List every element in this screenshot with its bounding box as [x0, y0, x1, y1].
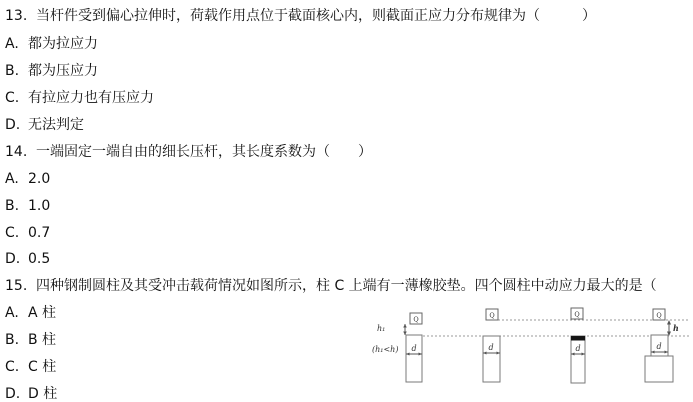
- load-q-label-c: Q: [574, 310, 580, 319]
- question-13-text: 当杆件受到偏心拉伸时，荷载作用点位于截面核心内，则截面正应力分布规律为（ ）: [36, 8, 596, 24]
- option-label: C.: [5, 359, 20, 375]
- question-13-number: 13.: [5, 8, 28, 24]
- column-d-base: [645, 356, 673, 382]
- option-text: 2.0: [28, 171, 51, 187]
- option-text: 1.0: [28, 198, 51, 214]
- column-d-group: [645, 309, 673, 382]
- option-label: A.: [5, 171, 19, 187]
- option-text: 无法判定: [28, 117, 84, 133]
- column-c-group: [571, 308, 585, 383]
- option-label: D.: [5, 251, 21, 267]
- option-text: 都为拉应力: [28, 36, 98, 52]
- h1-label: h₁: [377, 324, 386, 333]
- option-label: A.: [5, 36, 19, 52]
- load-q-label-a: Q: [413, 315, 419, 324]
- d-label-a: d: [411, 344, 417, 353]
- question-15-text: 四种钢制圆柱及其受冲击载荷情况如图所示，柱 C 上端有一薄橡胶垫。四个圆柱中动应力最大的是（: [36, 278, 657, 294]
- question-14-text: 一端固定一端自由的细长压杆，其长度系数为（ ）: [36, 144, 372, 160]
- option-label: C.: [5, 90, 20, 106]
- load-q-label-d: Q: [656, 311, 662, 320]
- column-a-group: [372, 313, 422, 382]
- d-label-c: d: [575, 344, 581, 353]
- column-a: [406, 335, 422, 382]
- load-q-label-b: Q: [489, 311, 495, 320]
- option-text: 都为压应力: [28, 63, 98, 79]
- option-text: A 柱: [28, 305, 57, 321]
- rubber-pad: [571, 336, 585, 341]
- h-dimension: [667, 320, 679, 336]
- option-label: D.: [5, 386, 21, 402]
- option-label: C.: [5, 225, 20, 241]
- d-label-b: d: [488, 343, 494, 352]
- option-text: 0.5: [28, 251, 51, 267]
- option-text: C 柱: [28, 359, 57, 375]
- condition-label: (h₁<h): [372, 345, 399, 354]
- option-text: D 柱: [28, 386, 58, 402]
- option-label: D.: [5, 117, 21, 133]
- option-label: A.: [5, 305, 19, 321]
- option-text: 0.7: [28, 225, 51, 241]
- option-label: B.: [5, 63, 20, 79]
- option-label: B.: [5, 198, 20, 214]
- d-label-d: d: [656, 342, 662, 351]
- question-15-number: 15.: [5, 278, 28, 294]
- option-text: B 柱: [28, 332, 57, 348]
- h-label: h: [673, 323, 679, 333]
- column-b-group: [483, 309, 500, 382]
- option-text: 有拉应力也有压应力: [28, 90, 154, 106]
- option-label: B.: [5, 332, 20, 348]
- question-14-number: 14.: [5, 144, 28, 160]
